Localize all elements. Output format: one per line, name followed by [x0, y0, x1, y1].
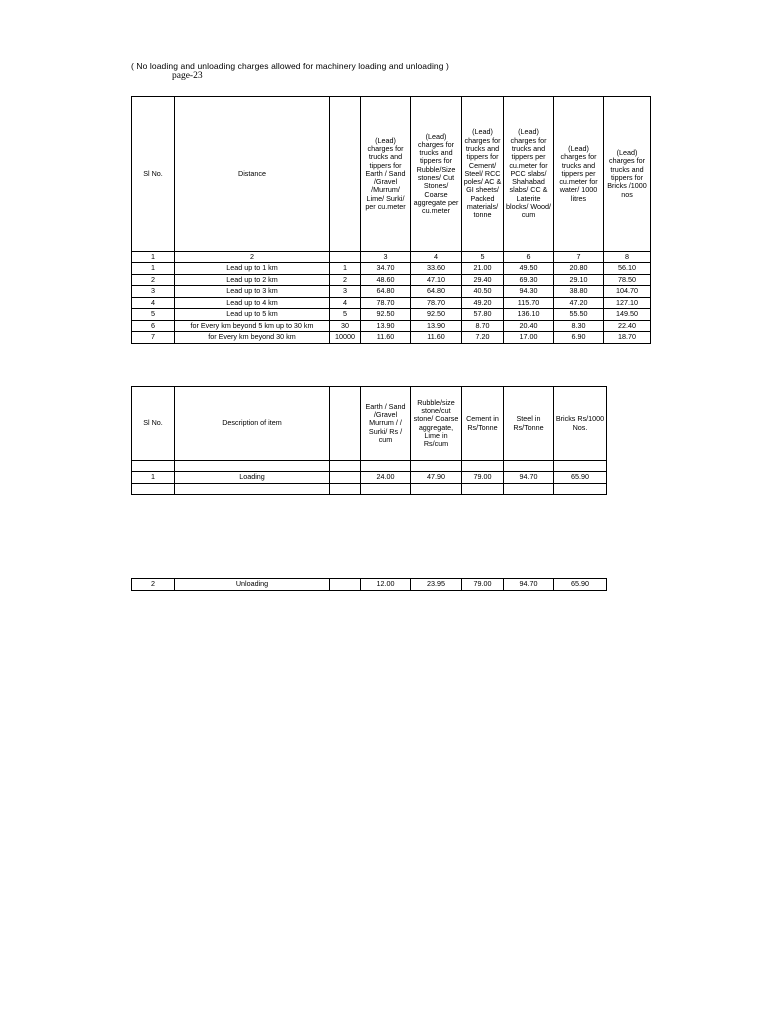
- table-cell: 2: [330, 274, 361, 286]
- table-cell: 94.70: [504, 579, 554, 591]
- header-sl-no: Sl No.: [132, 97, 175, 252]
- table-cell: 6: [132, 320, 175, 332]
- table-cell: 1: [330, 263, 361, 275]
- lead-charges-table: [131, 96, 651, 344]
- table-cell: 3: [132, 286, 175, 298]
- table-cell: 8.30: [554, 320, 604, 332]
- header-earth: Earth / Sand /Gravel Murrum / / Surki/ Rs / cum: [361, 387, 411, 461]
- table-cell: 49.50: [504, 263, 554, 275]
- table-cell: 47.20: [554, 297, 604, 309]
- table-row: [132, 297, 651, 309]
- table-row: [132, 274, 651, 286]
- table-cell: Lead up to 2 km: [175, 274, 330, 286]
- column-number: 7: [554, 252, 604, 263]
- table-cell: 11.60: [361, 332, 411, 344]
- table-cell: Unloading: [175, 579, 330, 591]
- table-cell: 1: [132, 263, 175, 275]
- header-pcc-slabs: (Lead) charges for trucks and tippers per cu.meter for PCC slabs/ Shahabad slabs/ CC & Laterite blocks/ Wood/ cum: [504, 97, 554, 252]
- table-cell: 33.60: [411, 263, 462, 275]
- header-rubble: (Lead) charges for trucks and tippers for Rubble/Size stones/ Cut Stones/ Coarse aggregate per cu.meter: [411, 97, 462, 252]
- table-cell: 7.20: [462, 332, 504, 344]
- table-cell: 48.60: [361, 274, 411, 286]
- table-cell: Loading: [175, 472, 330, 484]
- table-cell: 92.50: [361, 309, 411, 321]
- table-cell: 104.70: [604, 286, 651, 298]
- table-cell: 79.00: [462, 579, 504, 591]
- table-cell: 13.90: [411, 320, 462, 332]
- table-cell: [330, 472, 361, 484]
- lead-table-header-row: [132, 97, 651, 252]
- header-description: Description of item: [175, 387, 330, 461]
- table-cell: 22.40: [604, 320, 651, 332]
- table-cell: 47.10: [411, 274, 462, 286]
- table-cell: Lead up to 3 km: [175, 286, 330, 298]
- table-cell: 12.00: [361, 579, 411, 591]
- table-cell: 30: [330, 320, 361, 332]
- table-cell: 1: [132, 472, 175, 484]
- header-distance: Distance: [175, 97, 330, 252]
- table-cell: 65.90: [554, 472, 607, 484]
- column-number: 3: [361, 252, 411, 263]
- column-number-row: [132, 252, 651, 263]
- table-cell: 64.80: [361, 286, 411, 298]
- table-cell: 21.00: [462, 263, 504, 275]
- column-number: 2: [175, 252, 330, 263]
- table-cell: 3: [330, 286, 361, 298]
- table-cell: 23.95: [411, 579, 462, 591]
- blank-row: [132, 484, 607, 495]
- table-cell: 20.40: [504, 320, 554, 332]
- table-cell: 69.30: [504, 274, 554, 286]
- column-number: 6: [504, 252, 554, 263]
- table-cell: 92.50: [411, 309, 462, 321]
- table-cell: 5: [132, 309, 175, 321]
- table-cell: 40.50: [462, 286, 504, 298]
- unloading-charges-table: [131, 578, 607, 591]
- table-row: [132, 263, 651, 275]
- table-cell: 78.70: [411, 297, 462, 309]
- table-cell: Lead up to 5 km: [175, 309, 330, 321]
- table-cell: 78.50: [604, 274, 651, 286]
- header-bricks: (Lead) charges for trucks and tippers for Bricks /1000 nos: [604, 97, 651, 252]
- table-cell: 29.10: [554, 274, 604, 286]
- loading-table-header-row: [132, 387, 607, 461]
- table-cell: 13.90: [361, 320, 411, 332]
- table-cell: 38.80: [554, 286, 604, 298]
- table-cell: 18.70: [604, 332, 651, 344]
- loading-charges-table: [131, 386, 607, 495]
- table-cell: for Every km beyond 30 km: [175, 332, 330, 344]
- header-water: (Lead) charges for trucks and tippers per cu.meter for water/ 1000 litres: [554, 97, 604, 252]
- table-cell: 10000: [330, 332, 361, 344]
- table-cell: 5: [330, 309, 361, 321]
- table-cell: 11.60: [411, 332, 462, 344]
- table-cell: 4: [330, 297, 361, 309]
- header-sl-no: Sl No.: [132, 387, 175, 461]
- table-cell: 4: [132, 297, 175, 309]
- table-cell: 55.50: [554, 309, 604, 321]
- table-cell: 136.10: [504, 309, 554, 321]
- table-cell: 29.40: [462, 274, 504, 286]
- table-cell: 6.90: [554, 332, 604, 344]
- table-cell: 64.80: [411, 286, 462, 298]
- table-cell: 49.20: [462, 297, 504, 309]
- column-number: [330, 252, 361, 263]
- table-cell: 20.80: [554, 263, 604, 275]
- column-number: 5: [462, 252, 504, 263]
- header-cement: Cement in Rs/Tonne: [462, 387, 504, 461]
- header-rubble: Rubble/size stone/cut stone/ Coarse aggregate, Lime in Rs/cum: [411, 387, 462, 461]
- unloading-row: [132, 579, 607, 591]
- page-reference: page-23: [172, 71, 203, 81]
- table-cell: for Every km beyond 5 km up to 30 km: [175, 320, 330, 332]
- table-cell: 24.00: [361, 472, 411, 484]
- table-cell: 94.30: [504, 286, 554, 298]
- table-cell: 94.70: [504, 472, 554, 484]
- table-cell: 57.80: [462, 309, 504, 321]
- table-cell: 2: [132, 274, 175, 286]
- header-earth: (Lead) charges for trucks and tippers for Earth / Sand /Gravel /Murrum/ Lime/ Surki/ per cu.meter: [361, 97, 411, 252]
- blank-row: [132, 461, 607, 472]
- table-cell: 115.70: [504, 297, 554, 309]
- table-row: [132, 332, 651, 344]
- table-row: [132, 320, 651, 332]
- table-cell: 149.50: [604, 309, 651, 321]
- table-cell: Lead up to 1 km: [175, 263, 330, 275]
- header-bricks: Bricks Rs/1000 Nos.: [554, 387, 607, 461]
- table-cell: Lead up to 4 km: [175, 297, 330, 309]
- table-cell: 17.00: [504, 332, 554, 344]
- table-cell: 65.90: [554, 579, 607, 591]
- column-number: 1: [132, 252, 175, 263]
- header-lead-km: [330, 97, 361, 252]
- table-cell: 8.70: [462, 320, 504, 332]
- table-cell: 56.10: [604, 263, 651, 275]
- loading-note: ( No loading and unloading charges allowed for machinery loading and unloading ): [131, 61, 449, 71]
- column-number: 8: [604, 252, 651, 263]
- table-row: [132, 286, 651, 298]
- header-steel: Steel in Rs/Tonne: [504, 387, 554, 461]
- table-cell: 78.70: [361, 297, 411, 309]
- header-cement: (Lead) charges for trucks and tippers for Cement/ Steel/ RCC poles/ AC & GI sheets/ Packed materials/ tonne: [462, 97, 504, 252]
- loading-row: [132, 472, 607, 484]
- table-cell: 7: [132, 332, 175, 344]
- header-blank: [330, 387, 361, 461]
- table-row: [132, 309, 651, 321]
- table-cell: 79.00: [462, 472, 504, 484]
- table-cell: 2: [132, 579, 175, 591]
- table-cell: 34.70: [361, 263, 411, 275]
- table-cell: 47.90: [411, 472, 462, 484]
- column-number: 4: [411, 252, 462, 263]
- table-cell: 127.10: [604, 297, 651, 309]
- table-cell: [330, 579, 361, 591]
